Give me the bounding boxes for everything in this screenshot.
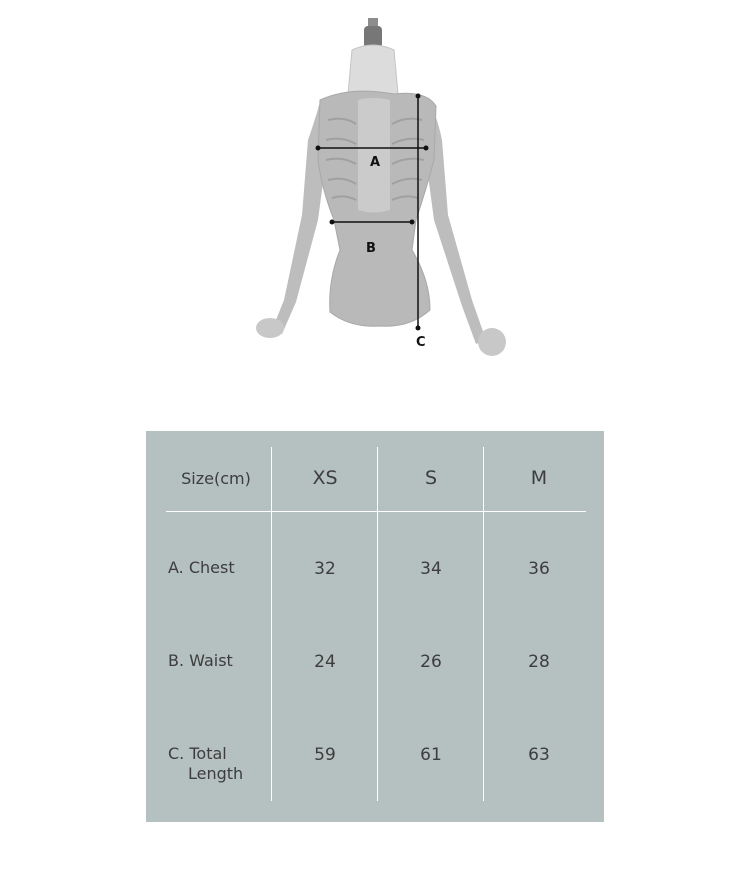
stand-knob bbox=[368, 18, 378, 26]
cell-chest-s: 34 bbox=[420, 559, 442, 579]
marker-a: A bbox=[370, 155, 381, 170]
header-size-xs: XS bbox=[312, 467, 338, 489]
row-label-line1: A. Chest bbox=[168, 558, 235, 577]
cell-waist-s: 26 bbox=[420, 652, 442, 672]
header-size-s: S bbox=[424, 467, 438, 489]
cell-length-xs: 59 bbox=[314, 745, 336, 765]
cell-waist-xs: 24 bbox=[314, 652, 336, 672]
header-size-label: Size(cm) bbox=[181, 469, 251, 488]
product-figure bbox=[240, 10, 530, 370]
cell-waist-m: 28 bbox=[528, 652, 550, 672]
left-hand bbox=[256, 318, 284, 338]
right-hand bbox=[478, 328, 506, 356]
size-chart bbox=[146, 431, 604, 822]
row-label-line1: B. Waist bbox=[168, 651, 233, 670]
marker-b: B bbox=[366, 241, 376, 256]
header-size-m: M bbox=[530, 467, 548, 489]
row-label-total-length bbox=[168, 744, 268, 784]
mannequin-illustration bbox=[240, 10, 530, 370]
mannequin-neck bbox=[348, 45, 398, 94]
cell-length-s: 61 bbox=[420, 745, 442, 765]
row-label-chest bbox=[168, 558, 268, 577]
marker-c: C bbox=[416, 335, 426, 350]
row-label-waist bbox=[168, 651, 268, 670]
cell-length-m: 63 bbox=[528, 745, 550, 765]
row-label-line1: C. Total bbox=[168, 744, 227, 763]
cell-chest-xs: 32 bbox=[314, 559, 336, 579]
header-divider bbox=[166, 511, 586, 512]
left-arm bbox=[272, 102, 326, 334]
row-label-line2: Length bbox=[188, 764, 244, 783]
cell-chest-m: 36 bbox=[528, 559, 550, 579]
